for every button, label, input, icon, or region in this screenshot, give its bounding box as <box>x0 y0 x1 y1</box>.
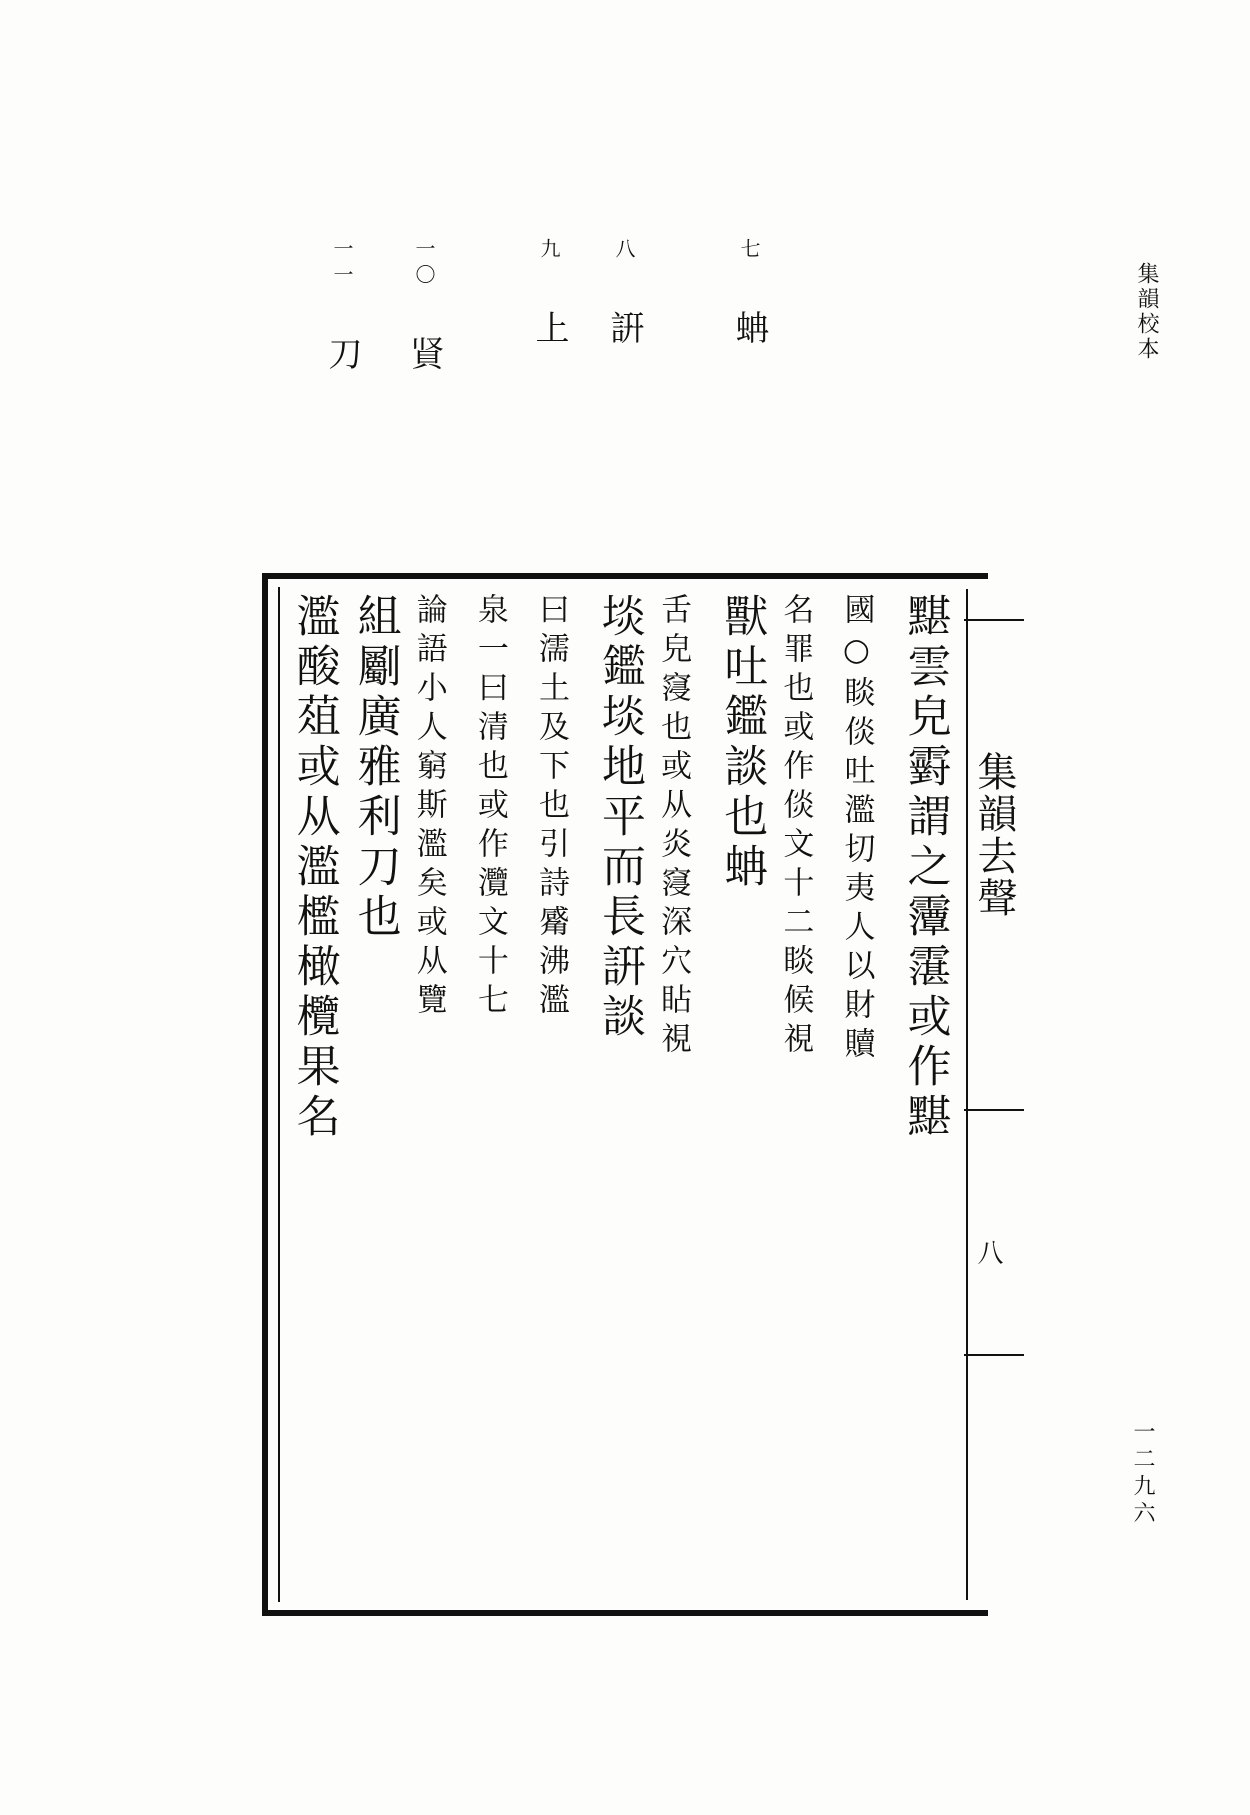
collation-note <box>318 238 367 376</box>
column-text: 黮雲皃䨴謂之䨵霮或作黮 <box>899 593 951 1143</box>
text-column <box>716 589 777 1602</box>
text-column <box>777 589 838 1602</box>
text-column <box>838 589 899 1602</box>
column-text: 論語小人窮斯濫矣或从覽 <box>410 593 447 1022</box>
fish-tail-mark <box>964 1109 1024 1111</box>
column-text: 曰濡土及下也引詩觱沸濫 <box>532 593 569 1022</box>
note-number: 七 <box>737 238 761 264</box>
note-number: 一〇 <box>412 238 436 290</box>
fish-tail-mark <box>964 1354 1024 1356</box>
woodblock-page-frame <box>262 573 1017 1616</box>
text-column <box>593 589 654 1602</box>
frame-inner-border <box>278 587 280 1602</box>
block-spine <box>966 589 1017 1600</box>
text-column <box>288 589 349 1602</box>
text-column <box>349 589 410 1602</box>
spine-title: 集韻去聲 <box>971 751 1017 919</box>
spine-folio: 八 <box>973 1239 1003 1265</box>
column-text: 濫酸葅或从濫檻橄欖果名 <box>288 593 340 1143</box>
text-column <box>410 589 471 1602</box>
collation-note <box>600 238 649 350</box>
column-text: 舌皃䆮也或从炎䆮深穴䀡視 <box>655 593 692 1061</box>
note-number: 一一 <box>330 238 354 290</box>
text-columns <box>288 589 960 1602</box>
column-text: 名罪也或作倓文十二睒候視 <box>777 593 814 1061</box>
page-number: 一二九六 <box>1130 1420 1155 1528</box>
note-text: 䝨 <box>404 336 444 376</box>
note-number: 八 <box>612 238 636 264</box>
book-title: 集韻校本 <box>1134 262 1159 362</box>
text-column <box>655 589 716 1602</box>
note-text: 刀 <box>322 336 362 376</box>
collation-note <box>725 238 774 350</box>
column-text: 組劚廣雅利刀也 <box>349 593 401 943</box>
column-text: 泉一曰清也或作灠文十七 <box>471 593 508 1022</box>
note-text: 上 <box>529 310 569 350</box>
note-text: 詽 <box>604 310 644 350</box>
note-number: 九 <box>537 238 561 264</box>
note-text: 蚺 <box>729 310 769 350</box>
column-text: 國○睒倓吐濫切夷人以財贖 <box>838 593 875 1066</box>
text-column <box>532 589 593 1602</box>
collation-note <box>525 238 574 350</box>
text-column <box>471 589 532 1602</box>
text-column <box>899 589 960 1602</box>
column-text: 獸吐鑑談也蚺 <box>716 593 768 893</box>
collation-note <box>400 238 449 376</box>
fish-tail-mark <box>964 619 1024 621</box>
column-text: 埮鑑埮地平而長詽談 <box>594 593 646 1043</box>
